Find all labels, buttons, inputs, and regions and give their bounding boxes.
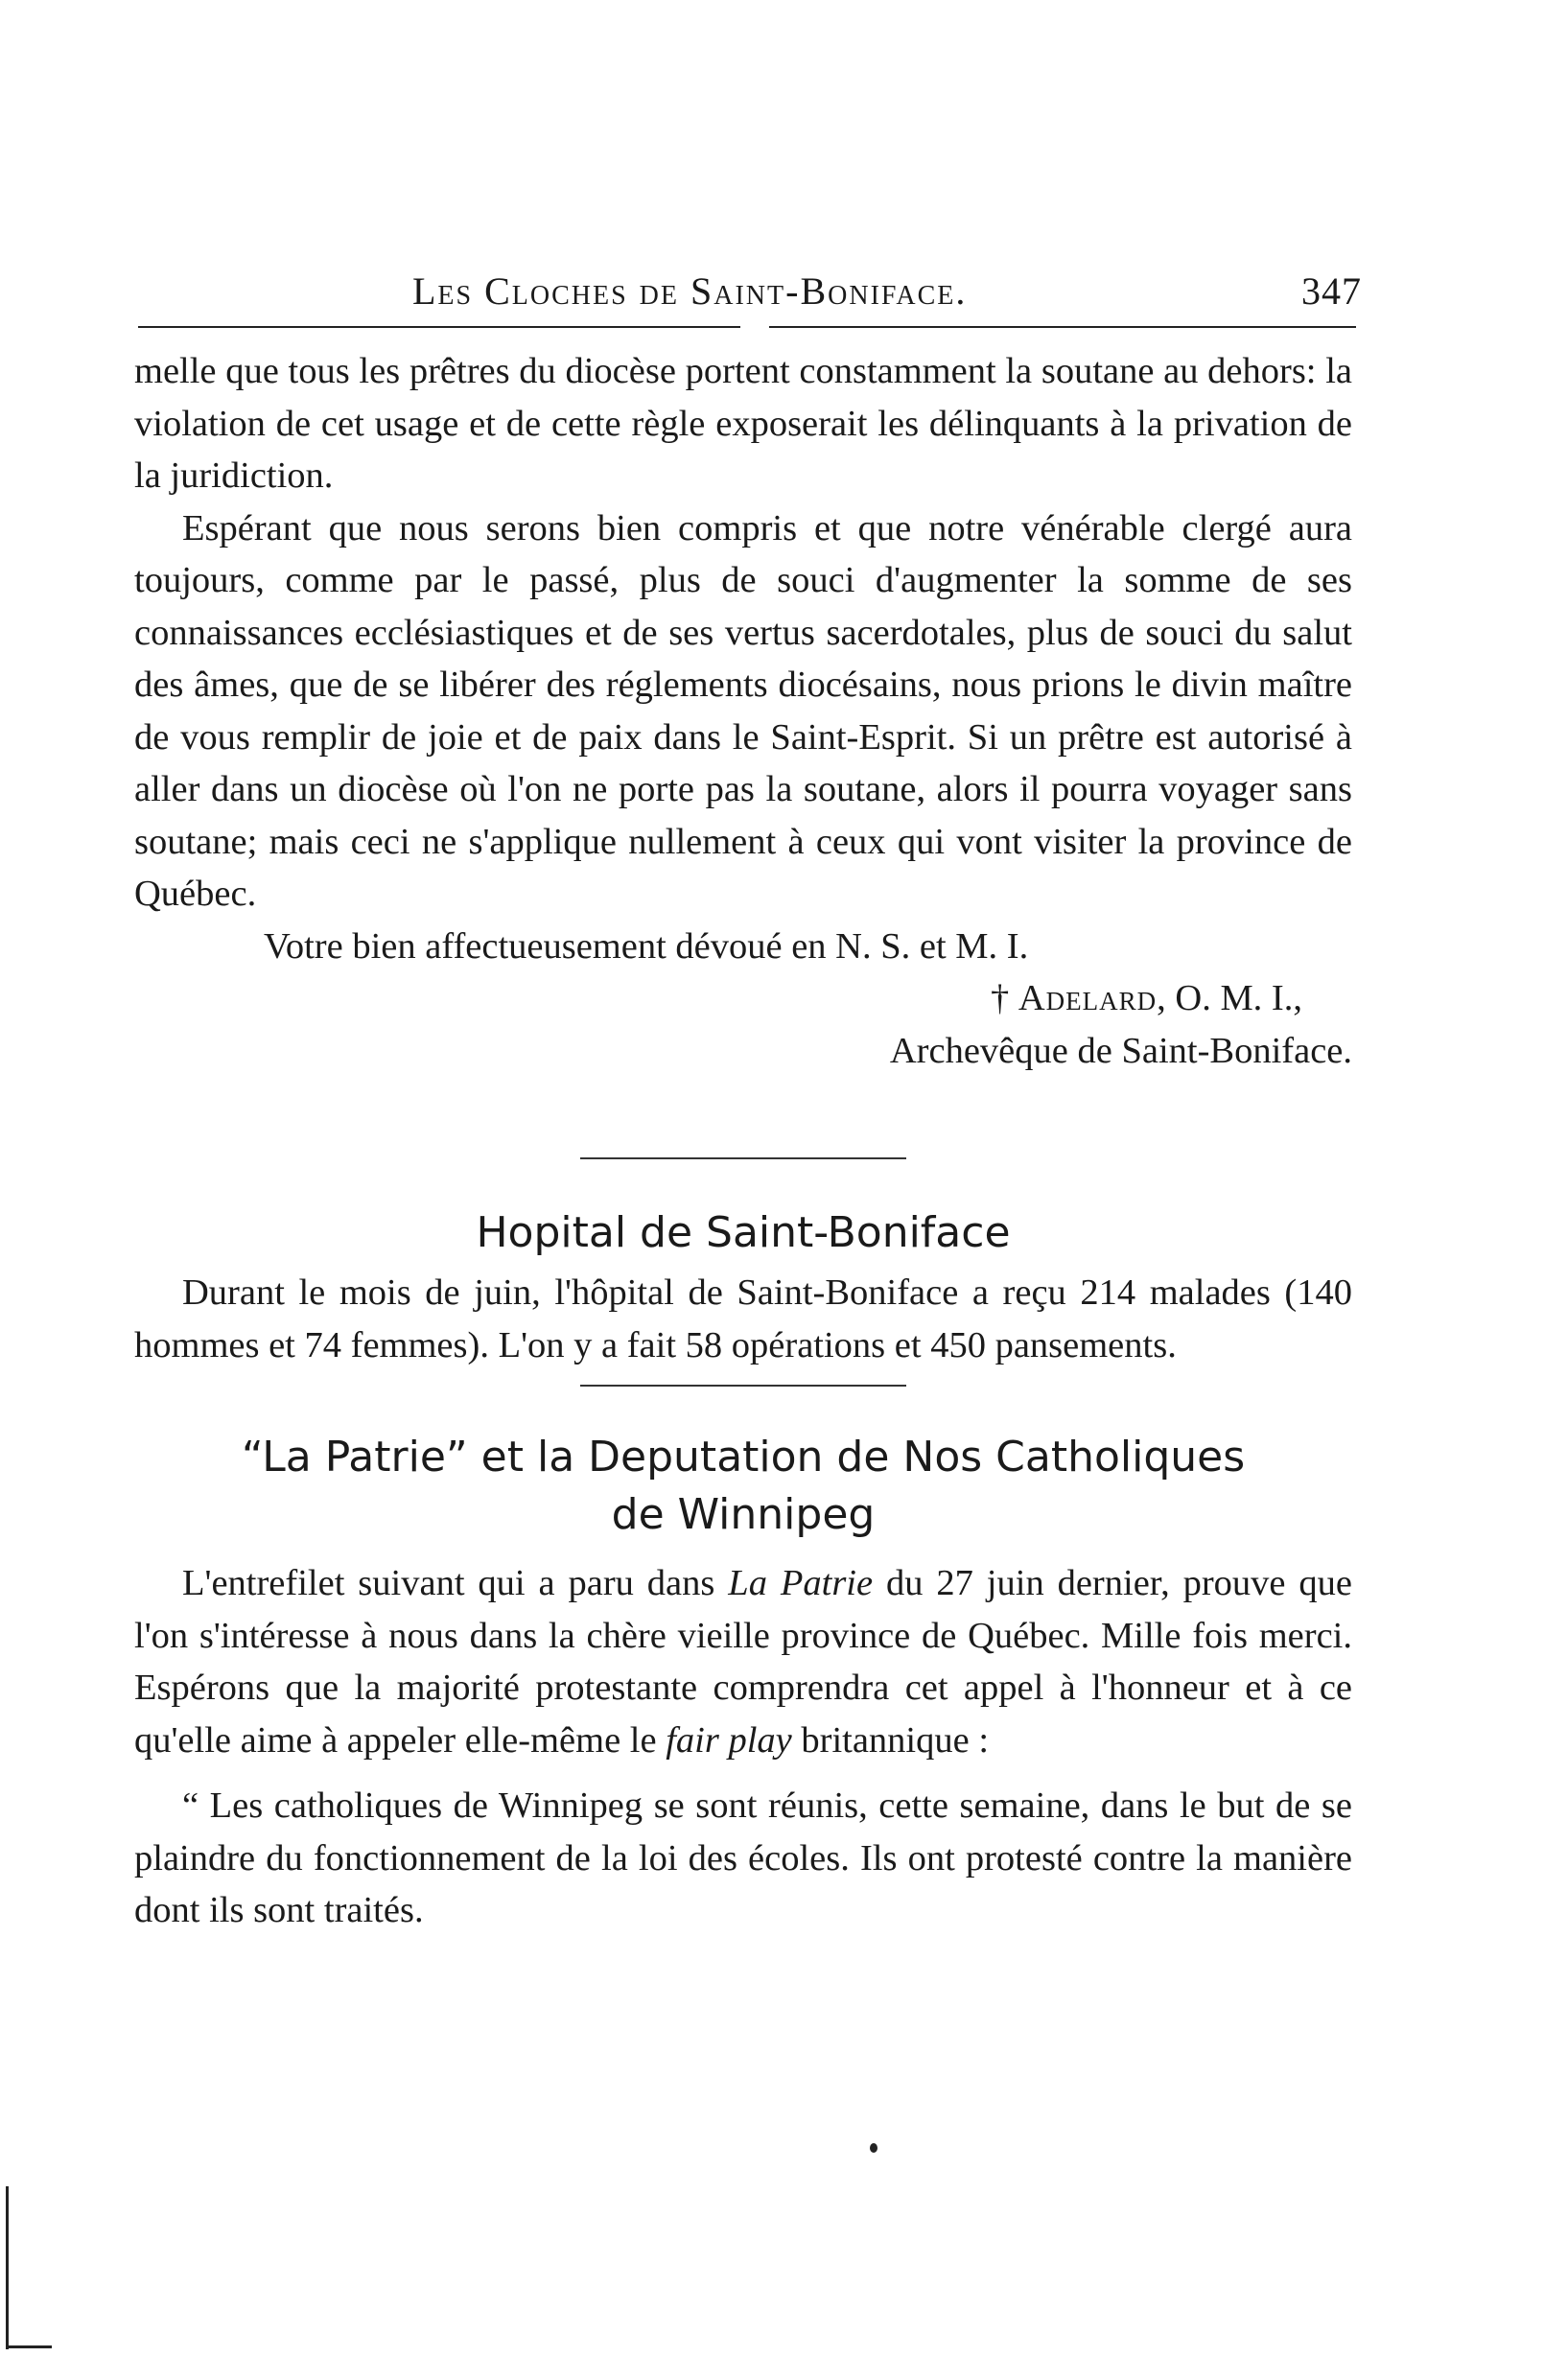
signature-name: Adelard bbox=[1018, 978, 1158, 1018]
letter-closing: Votre bien affectueusement dévoué en N. S. et M. I. bbox=[264, 925, 1029, 967]
signature-cross: † bbox=[990, 978, 1010, 1018]
patrie-text-c: britannique : bbox=[791, 1719, 990, 1761]
signature-title: Archevêque de Saint-Boniface. bbox=[889, 1030, 1352, 1071]
quote-paragraph: “ Les catholiques de Winnipeg se sont réunis, cette semaine, dans le but de se plaindre du fonctionnement de la loi des écoles. Ils ont protesté contre la manière dont ils sont traités. bbox=[134, 1785, 1352, 1930]
patrie-heading bbox=[134, 1429, 1352, 1544]
letter-paragraph-1: melle que tous les prêtres du diocèse portent constamment la soutane au dehors: la violation de cet usage et de cette règle exposerait les délinquants à la privation de la juridiction. bbox=[134, 351, 1352, 496]
running-head bbox=[134, 259, 1362, 326]
patrie-title-italic: La Patrie bbox=[728, 1563, 874, 1603]
header-rule bbox=[134, 326, 1352, 345]
running-title: Les Cloches de Saint-Boniface. bbox=[412, 269, 968, 313]
header-rule-left bbox=[138, 326, 740, 328]
ink-dot bbox=[870, 2143, 877, 2153]
scan-edge-mark-foot bbox=[6, 2345, 52, 2348]
book-page bbox=[134, 259, 1362, 1937]
header-rule-right bbox=[769, 326, 1356, 328]
scan-edge-mark bbox=[6, 2186, 9, 2349]
section-divider bbox=[580, 1157, 906, 1159]
letter-paragraph-2: Espérant que nous serons bien compris et que notre vénérable clergé aura toujours, comme par le passé, plus de souci d'augmenter la somme de ses connaissances ecclésiastiques et de ses vertus sacerdotales, plus de souci du salut des âmes, que de se libérer des réglements diocésains, nous prions le divin maître de vous remplir de joie et de paix dans le Saint-Esprit. Si un prêtre est autorisé à aller dans un diocèse où l'on ne porte pas la soutane, alors il pourra voyager sans soutane; mais ceci ne s'applique nullement à ceux qui vont visiter la province de Québec. bbox=[134, 507, 1352, 914]
patrie-text-b: du 27 juin dernier, prouve que l'on s'intéresse à nous dans la chère vieille province de Québec. Mille fois merci. Espérons que la majorité protestante comprendra cet appel à l'honneur et à ce qu'elle aime à appeler elle-même le bbox=[134, 1563, 1352, 1761]
hopital-heading: Hopital de Saint-Boniface bbox=[476, 1208, 1011, 1257]
signature-suffix: , O. M. I., bbox=[1157, 978, 1302, 1018]
page-number: 347 bbox=[1301, 269, 1362, 313]
signature-line bbox=[134, 972, 1352, 1025]
patrie-text-a: L'entrefilet suivant qui a paru dans bbox=[182, 1563, 729, 1603]
patrie-heading-line1: “La Patrie” et la Deputation de Nos Catholiques bbox=[241, 1433, 1246, 1482]
patrie-heading-line2: de Winnipeg bbox=[611, 1490, 876, 1539]
fair-play-italic: fair play bbox=[666, 1719, 792, 1761]
section-divider bbox=[580, 1385, 906, 1387]
hopital-paragraph: Durant le mois de juin, l'hôpital de Saint-Boniface a reçu 214 malades (140 hommes et 74 femmes). L'on y a fait 58 opérations et 450 pansements. bbox=[134, 1272, 1352, 1365]
patrie-paragraph bbox=[134, 1557, 1352, 1766]
